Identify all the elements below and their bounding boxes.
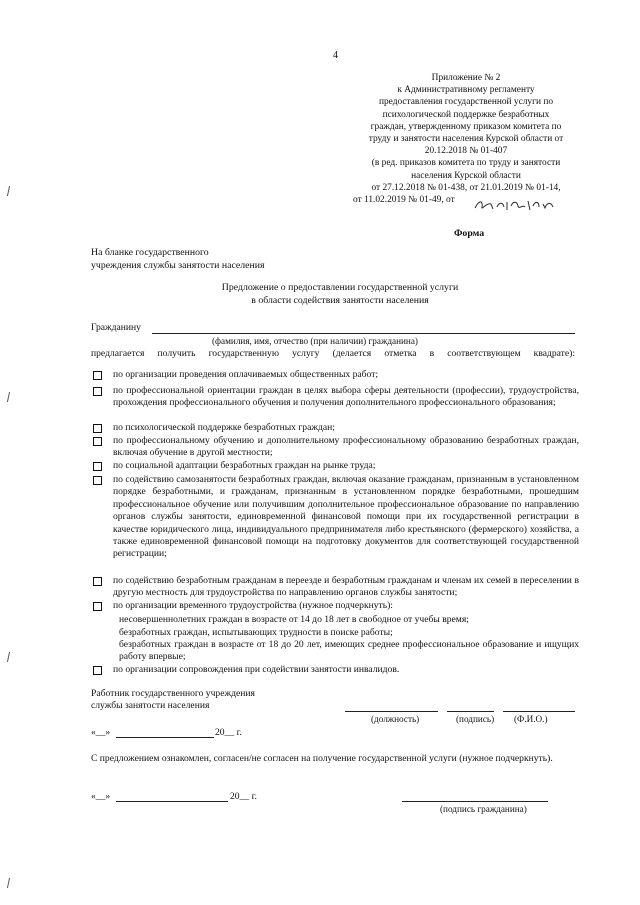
checkbox[interactable] [93, 462, 102, 471]
item-text: по профессиональному обучению и дополнительному профессиональному образованию безработных граждан, включая обучение в другой местности; [113, 435, 579, 459]
citizen-name-line[interactable] [152, 333, 575, 334]
blank-header [91, 247, 265, 272]
fio-line[interactable] [503, 711, 575, 712]
sub-item[interactable]: безработных граждан в возрасте от 18 до 20 лет, имеющих среднее профессиональное образование и ищущих работу впервые; [119, 639, 579, 663]
citizen-signature-caption: (подпись гражданина) [440, 804, 527, 814]
handwritten-reference [473, 198, 557, 212]
position-caption: (должность) [371, 714, 420, 724]
item-text: по организации проведения оплачиваемых общественных работ; [113, 369, 379, 380]
appendix-line: к Административному регламенту [397, 85, 535, 96]
item-text: по профессиональной ориентации граждан в целях выбора сферы деятельности (профессии), трудоустройства, прохождения профессионального обучения и получения дополнительного профессионального образования; [113, 385, 579, 409]
document-title [170, 282, 510, 308]
signature-caption: (подпись) [456, 714, 495, 724]
list-item[interactable] [93, 435, 579, 460]
margin-mark [7, 878, 12, 888]
list-item[interactable] [93, 575, 579, 600]
appendix-line: от 27.12.2018 № 01-438, от 21.01.2019 № 01-14, [371, 182, 561, 193]
title-line-2: в области содействия занятости населения [251, 294, 429, 306]
list-item[interactable] [93, 474, 579, 574]
item-text: по организации сопровождения при содействии занятости инвалидов. [113, 664, 400, 675]
checkbox[interactable] [93, 476, 102, 485]
checkbox[interactable] [93, 371, 102, 380]
list-item[interactable] [93, 664, 579, 677]
worker-date-day: «__» [91, 727, 111, 738]
appendix-line: 20.12.2018 № 01-407 [424, 146, 508, 157]
blank-line-2: учреждения службы занятости населения [91, 259, 265, 271]
margin-mark [7, 186, 12, 196]
margin-mark [7, 392, 12, 402]
citizen-caption: (фамилия, имя, отчество (при наличии) гражданина) [212, 336, 418, 346]
fio-caption: (Ф.И.О.) [514, 714, 548, 724]
list-item[interactable] [93, 385, 579, 423]
item-text: по содействию самозанятости безработных граждан, включая оказание гражданам, признанным в установленном порядке безработными, и гражданам, признанным в установленном порядке безработными, прошедшим профессиональное обучение или получившим дополнительное профессиональное образование по направлению органов службы занятости, единовременной финансовой помощи при их государственной регистрации в качестве юридического лица, индивидуального предпринимателя либо крестьянского (фермерского) хозяйства, а также единовременной финансовой помощи на подготовку документов для соответствующей государственной регистрации; [113, 474, 579, 560]
citizen-date-day: «__» [91, 791, 111, 802]
worker-line-2: службы занятости населения [91, 700, 210, 711]
appendix-line: (в ред. приказов комитета по труду и занятости [371, 158, 561, 169]
position-line[interactable] [345, 711, 438, 712]
item-text: по организации временного трудоустройства (нужное подчеркнуть): [113, 600, 393, 611]
checkbox[interactable] [93, 424, 102, 433]
appendix-line: психологической поддержке безработных [382, 109, 550, 120]
appendix-line: населения Курской области [411, 170, 521, 181]
worker-date-line[interactable] [116, 737, 214, 738]
item-text: по психологической поддержке безработных граждан; [113, 422, 335, 433]
agreement-text: С предложением ознакомлен, согласен/не согласен на получение государственной услуги (нужное подчеркнуть). [91, 753, 553, 764]
citizen-label: Гражданину [91, 322, 141, 333]
checkbox[interactable] [93, 666, 102, 675]
appendix-header [335, 72, 597, 206]
sub-item[interactable]: несовершеннолетних граждан в возрасте от 14 до 18 лет в свободное от учебы время; [119, 614, 469, 625]
checkbox[interactable] [93, 437, 102, 446]
appendix-line: граждан, утвержденному приказом комитета по [370, 121, 562, 132]
citizen-date-year: 20__ г. [230, 791, 257, 802]
sub-item[interactable]: безработных граждан, испытывающих трудности в поиске работы; [119, 627, 393, 638]
offer-text: предлагается получить государственную услугу (делается отметка в соответствующем квадрате): [91, 348, 575, 359]
appendix-line: от 11.02.2019 № 01-49, от [353, 195, 455, 206]
checkbox[interactable] [93, 387, 102, 396]
appendix-line: труду и занятости населения Курской области от [368, 134, 564, 145]
citizen-date-line[interactable] [116, 801, 228, 802]
item-text: по социальной адаптации безработных граждан на рынке труда; [113, 460, 376, 471]
item-text: по содействию безработным гражданам в переезде и безработным гражданам и членам их семей в переселении в другую местность для трудоустройства по направлению органов службы занятости; [113, 575, 579, 599]
margin-mark [7, 652, 12, 662]
title-line-1: Предложение о предоставлении государственной услуги [221, 282, 459, 293]
worker-line-1: Работник государственного учреждения [91, 688, 255, 699]
list-item[interactable] [93, 600, 579, 613]
appendix-line: Приложение № 2 [431, 73, 501, 83]
signature-line[interactable] [447, 711, 494, 712]
page-number: 4 [333, 50, 338, 61]
checkbox[interactable] [93, 602, 102, 611]
citizen-signature-line[interactable] [402, 801, 548, 802]
blank-line-1: На бланке государственного [91, 247, 209, 258]
list-item[interactable] [93, 369, 579, 382]
list-item[interactable] [93, 460, 579, 473]
form-label: Форма [454, 228, 485, 239]
worker-date-year: 20__ г. [215, 727, 242, 738]
list-item[interactable] [93, 422, 579, 435]
checkbox[interactable] [93, 577, 102, 586]
appendix-line: предоставления государственной услуги по [378, 97, 554, 108]
